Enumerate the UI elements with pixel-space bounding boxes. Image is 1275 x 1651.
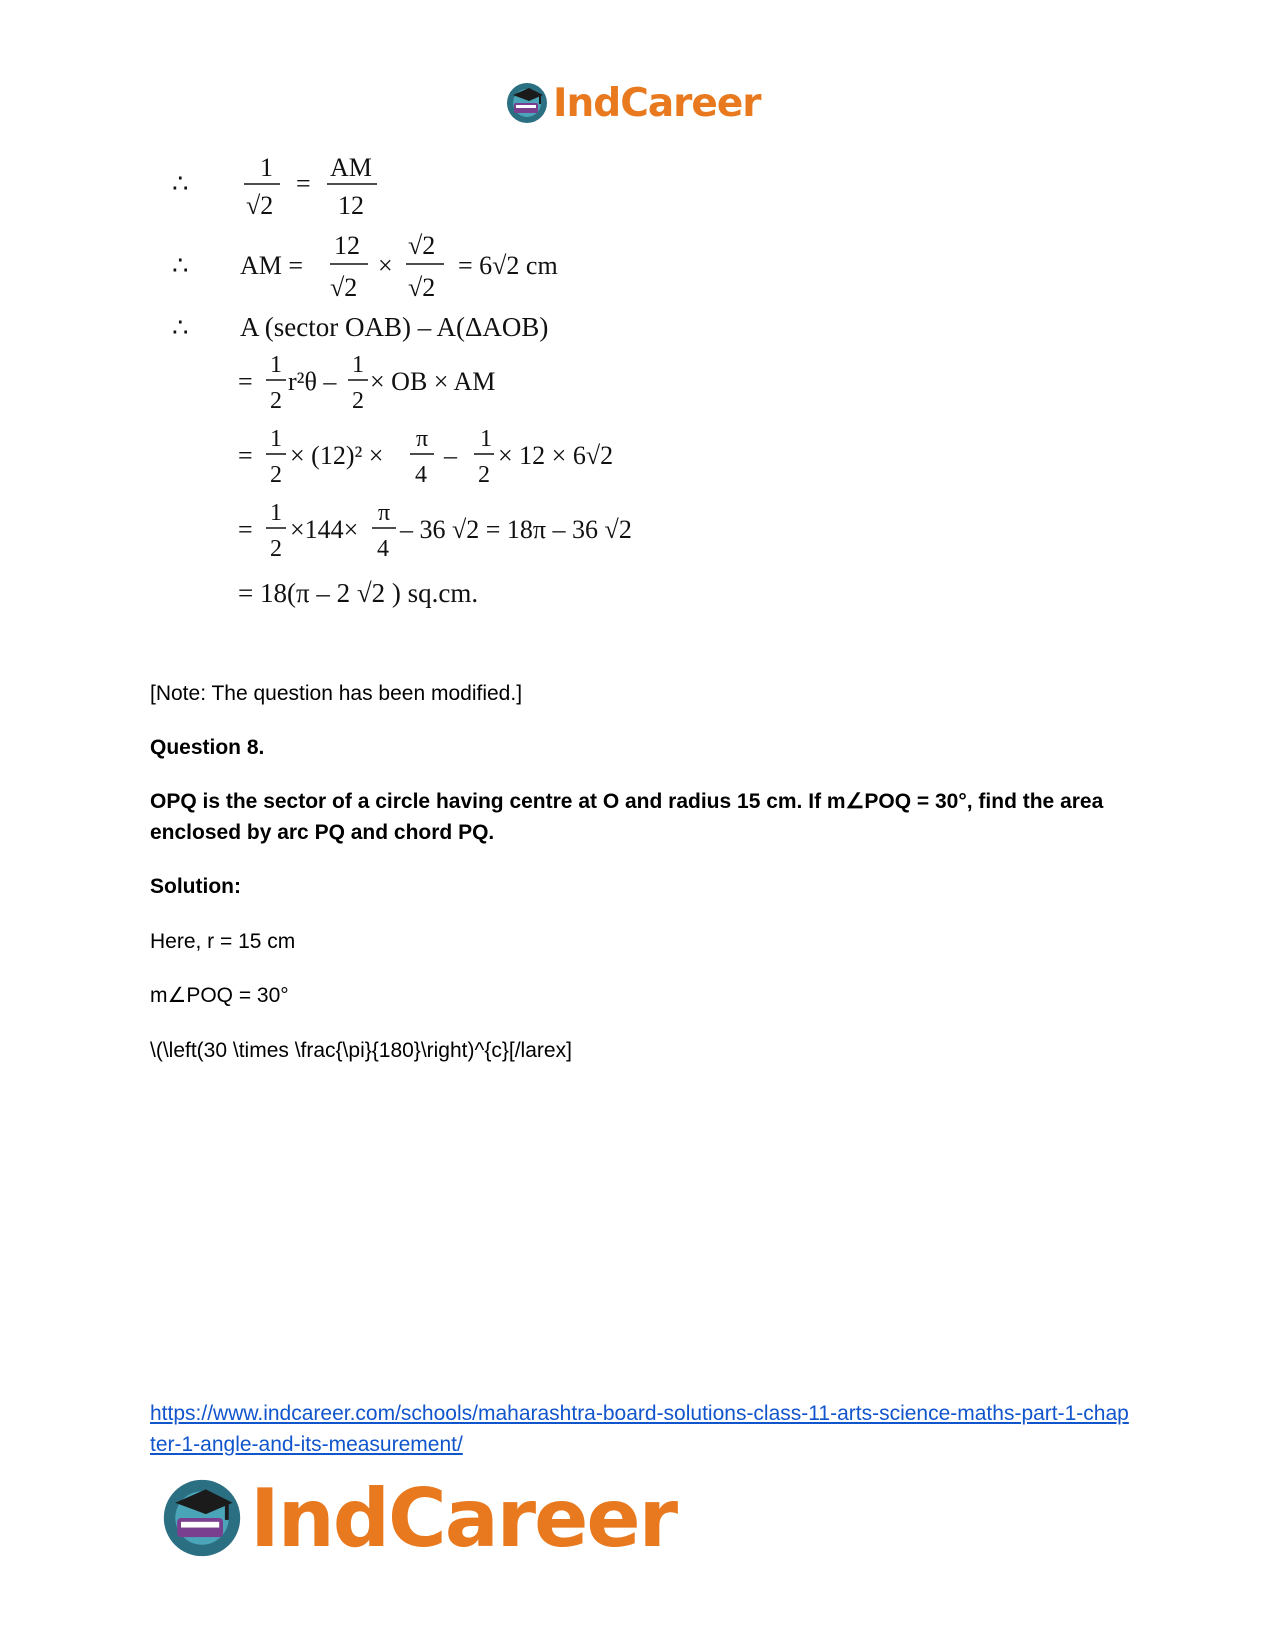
svg-text:12: 12 [338,191,364,220]
svg-text:= 18(π – 2 √2 ) sq.cm.: = 18(π – 2 √2 ) sq.cm. [238,578,479,608]
svg-text:2: 2 [352,388,364,414]
svg-text:π: π [416,426,429,452]
indcareer-logo-top [505,78,761,128]
graduation-cap-book-globe-icon [160,1476,244,1560]
svg-text:1: 1 [480,426,492,452]
math-line-2 [172,231,558,302]
graduation-cap-book-globe-icon [505,81,549,125]
svg-text:×: × [378,251,393,280]
svg-text:1: 1 [270,352,282,378]
svg-text:× OB × AM: × OB × AM [370,367,496,396]
svg-text:√2: √2 [408,231,436,260]
solution-line-radius: Here, r = 15 cm [150,930,296,953]
svg-text:× (12)² ×: × (12)² × [290,441,384,470]
svg-text:2: 2 [270,536,282,562]
svg-text:=: = [296,169,311,198]
source-link-container [150,1398,1130,1460]
svg-text:√2: √2 [246,191,274,220]
svg-text:1: 1 [260,153,273,182]
svg-text:–: – [444,441,457,470]
svg-text:r²θ –: r²θ – [288,367,337,396]
solution-label: Solution: [150,875,241,898]
svg-text:AM: AM [330,153,372,182]
svg-text:=: = [238,367,253,396]
svg-text:∴: ∴ [172,169,189,198]
svg-text:=: = [238,441,253,470]
svg-text:∴: ∴ [172,251,189,280]
question-text: OPQ is the sector of a circle having centre at O and radius 15 cm. If m∠POQ = 30°, find the area enclosed by arc PQ and chord PQ. [150,790,1104,844]
svg-text:√2: √2 [330,273,358,302]
svg-text:4: 4 [377,536,389,562]
indcareer-logo-bottom [160,1470,676,1566]
svg-text:– 36 √2 = 18π – 36 √2: – 36 √2 = 18π – 36 √2 [400,515,632,544]
svg-text:×144×: ×144× [290,515,359,544]
brand-name: IndCareer [250,1471,677,1565]
svg-text:A (sector OAB) – A(ΔAOB): A (sector OAB) – A(ΔAOB) [240,312,549,342]
svg-text:π: π [378,500,391,526]
brand-name: IndCareer [553,80,761,126]
solution-line-angle: m∠POQ = 30° [150,984,289,1007]
source-link[interactable]: https://www.indcareer.com/schools/maharashtra-board-solutions-class-11-arts-science-maths-part-1-chapter-1-angle-and-its-measurement/ [150,1402,1129,1456]
svg-text:∴: ∴ [172,313,189,342]
svg-text:1: 1 [270,500,282,526]
math-line-5 [238,426,613,488]
svg-text:4: 4 [415,462,427,488]
solution-line-latex: \(\left(30 \times \frac{\pi}{180}\right)^{c}[/larex] [150,1039,572,1062]
math-line-4 [238,352,495,414]
svg-text:2: 2 [270,388,282,414]
svg-text:2: 2 [478,462,490,488]
svg-text:12: 12 [334,231,360,260]
svg-text:× 12 × 6√2: × 12 × 6√2 [498,441,614,470]
svg-text:2: 2 [270,462,282,488]
math-line-6 [238,500,632,562]
svg-text:√2: √2 [408,273,436,302]
svg-text:1: 1 [352,352,364,378]
math-line-3 [172,312,548,342]
math-line-1 [172,153,377,220]
math-derivation [172,150,872,650]
svg-text:=: = [238,515,253,544]
note-text: [Note: The question has been modified.] [150,682,523,705]
svg-text:= 6√2 cm: = 6√2 cm [458,251,558,280]
svg-text:AM =: AM = [240,251,304,280]
math-line-7 [238,578,478,608]
svg-text:1: 1 [270,426,282,452]
question-label: Question 8. [150,736,265,759]
